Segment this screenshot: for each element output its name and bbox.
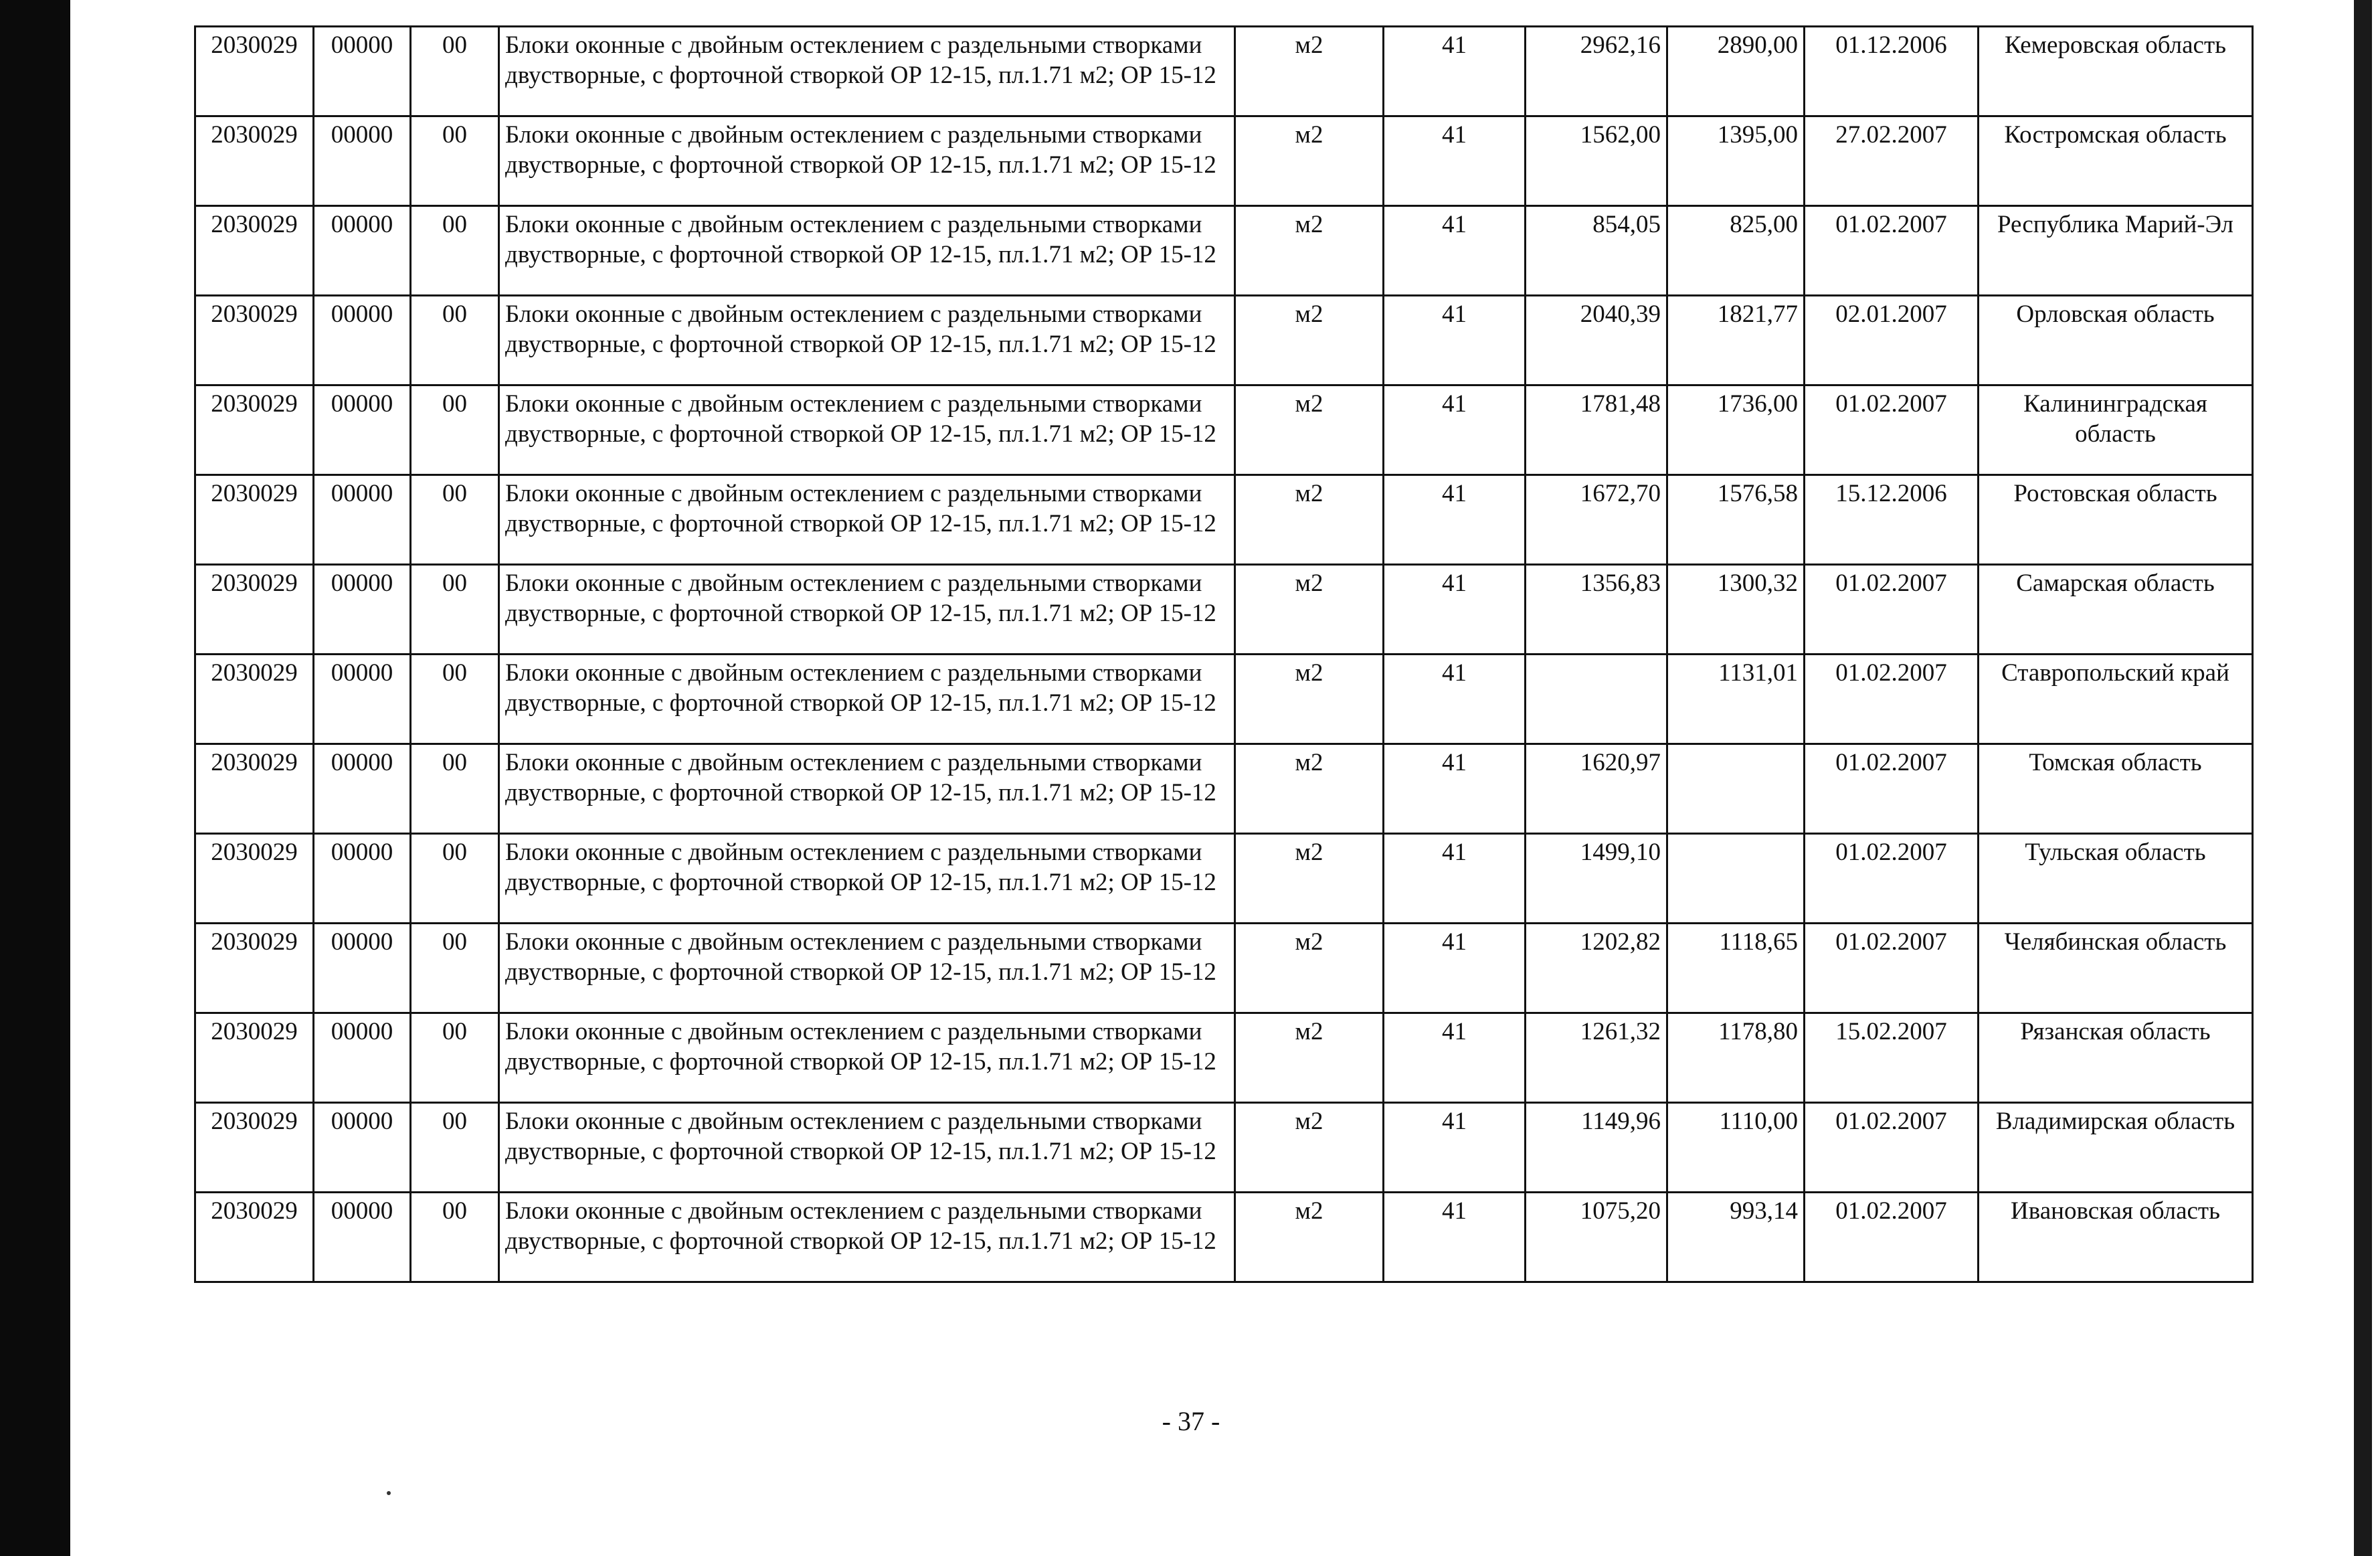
cell-sub: 00000 bbox=[314, 116, 411, 206]
cell-p1: 1499,10 bbox=[1526, 834, 1667, 924]
cell-unit: м2 bbox=[1235, 834, 1384, 924]
cell-qty: 41 bbox=[1384, 1193, 1526, 1282]
cell-region: Ивановская область bbox=[1979, 1193, 2253, 1282]
cell-date: 01.12.2006 bbox=[1805, 27, 1979, 116]
cell-region: Республика Марий-Эл bbox=[1979, 206, 2253, 296]
table-row bbox=[195, 655, 2253, 744]
cell-name: Блоки оконные с двойным остеклением с раздельными створками двустворные, с форточной створкой ОР 12-15, пл.1.71 м2; ОР 15-12 bbox=[499, 565, 1235, 655]
cell-name: Блоки оконные с двойным остеклением с раздельными створками двустворные, с форточной створкой ОР 12-15, пл.1.71 м2; ОР 15-12 bbox=[499, 655, 1235, 744]
cell-region: Владимирская область bbox=[1979, 1103, 2253, 1193]
cell-sub: 00000 bbox=[314, 385, 411, 475]
cell-region: Тульская область bbox=[1979, 834, 2253, 924]
cell-p1: 1075,20 bbox=[1526, 1193, 1667, 1282]
table-row bbox=[195, 1103, 2253, 1193]
cell-p1: 1261,32 bbox=[1526, 1013, 1667, 1103]
table-row bbox=[195, 206, 2253, 296]
table-row bbox=[195, 27, 2253, 116]
cell-p1: 2040,39 bbox=[1526, 296, 1667, 385]
cell-num: 00 bbox=[411, 1013, 499, 1103]
cell-date: 01.02.2007 bbox=[1805, 924, 1979, 1013]
cell-code: 2030029 bbox=[195, 206, 314, 296]
cell-name: Блоки оконные с двойным остеклением с раздельными створками двустворные, с форточной створкой ОР 12-15, пл.1.71 м2; ОР 15-12 bbox=[499, 206, 1235, 296]
cell-p2: 825,00 bbox=[1667, 206, 1805, 296]
cell-date: 01.02.2007 bbox=[1805, 385, 1979, 475]
cell-name: Блоки оконные с двойным остеклением с раздельными створками двустворные, с форточной створкой ОР 12-15, пл.1.71 м2; ОР 15-12 bbox=[499, 385, 1235, 475]
cell-name: Блоки оконные с двойным остеклением с раздельными створками двустворные, с форточной створкой ОР 12-15, пл.1.71 м2; ОР 15-12 bbox=[499, 834, 1235, 924]
cell-code: 2030029 bbox=[195, 1013, 314, 1103]
cell-unit: м2 bbox=[1235, 1013, 1384, 1103]
cell-name: Блоки оконные с двойным остеклением с раздельными створками двустворные, с форточной створкой ОР 12-15, пл.1.71 м2; ОР 15-12 bbox=[499, 27, 1235, 116]
cell-region: Кемеровская область bbox=[1979, 27, 2253, 116]
table-row bbox=[195, 1193, 2253, 1282]
cell-unit: м2 bbox=[1235, 27, 1384, 116]
cell-region: Калининградская область bbox=[1979, 385, 2253, 475]
table-row bbox=[195, 1013, 2253, 1103]
cell-num: 00 bbox=[411, 1103, 499, 1193]
cell-code: 2030029 bbox=[195, 296, 314, 385]
cell-name: Блоки оконные с двойным остеклением с раздельными створками двустворные, с форточной створкой ОР 12-15, пл.1.71 м2; ОР 15-12 bbox=[499, 296, 1235, 385]
cell-num: 00 bbox=[411, 206, 499, 296]
cell-sub: 00000 bbox=[314, 834, 411, 924]
page-number: - 37 - bbox=[1162, 1406, 1220, 1436]
scan-speck bbox=[387, 1491, 391, 1495]
cell-sub: 00000 bbox=[314, 1013, 411, 1103]
cell-p2: 1576,58 bbox=[1667, 475, 1805, 565]
cell-num: 00 bbox=[411, 924, 499, 1013]
cell-region: Ростовская область bbox=[1979, 475, 2253, 565]
cell-unit: м2 bbox=[1235, 206, 1384, 296]
cell-num: 00 bbox=[411, 27, 499, 116]
cell-sub: 00000 bbox=[314, 924, 411, 1013]
cell-region: Рязанская область bbox=[1979, 1013, 2253, 1103]
cell-qty: 41 bbox=[1384, 924, 1526, 1013]
cell-num: 00 bbox=[411, 296, 499, 385]
cell-code: 2030029 bbox=[195, 116, 314, 206]
cell-p2 bbox=[1667, 744, 1805, 834]
cell-date: 15.12.2006 bbox=[1805, 475, 1979, 565]
scan-edge-right bbox=[2354, 0, 2372, 1556]
cell-name: Блоки оконные с двойным остеклением с раздельными створками двустворные, с форточной створкой ОР 12-15, пл.1.71 м2; ОР 15-12 bbox=[499, 1013, 1235, 1103]
cell-p2: 1131,01 bbox=[1667, 655, 1805, 744]
cell-date: 01.02.2007 bbox=[1805, 1193, 1979, 1282]
cell-p2: 993,14 bbox=[1667, 1193, 1805, 1282]
cell-region: Челябинская область bbox=[1979, 924, 2253, 1013]
table-body bbox=[195, 27, 2253, 1282]
cell-code: 2030029 bbox=[195, 27, 314, 116]
cell-region: Костромская область bbox=[1979, 116, 2253, 206]
cell-date: 01.02.2007 bbox=[1805, 206, 1979, 296]
cell-sub: 00000 bbox=[314, 1103, 411, 1193]
cell-date: 27.02.2007 bbox=[1805, 116, 1979, 206]
cell-date: 02.01.2007 bbox=[1805, 296, 1979, 385]
cell-sub: 00000 bbox=[314, 296, 411, 385]
cell-p2: 1178,80 bbox=[1667, 1013, 1805, 1103]
cell-code: 2030029 bbox=[195, 1193, 314, 1282]
cell-unit: м2 bbox=[1235, 924, 1384, 1013]
cell-p1: 1149,96 bbox=[1526, 1103, 1667, 1193]
cell-name: Блоки оконные с двойным остеклением с раздельными створками двустворные, с форточной створкой ОР 12-15, пл.1.71 м2; ОР 15-12 bbox=[499, 1103, 1235, 1193]
cell-date: 01.02.2007 bbox=[1805, 744, 1979, 834]
cell-p1: 1672,70 bbox=[1526, 475, 1667, 565]
cell-name: Блоки оконные с двойным остеклением с раздельными створками двустворные, с форточной створкой ОР 12-15, пл.1.71 м2; ОР 15-12 bbox=[499, 744, 1235, 834]
cell-qty: 41 bbox=[1384, 1103, 1526, 1193]
cell-name: Блоки оконные с двойным остеклением с раздельными створками двустворные, с форточной створкой ОР 12-15, пл.1.71 м2; ОР 15-12 bbox=[499, 475, 1235, 565]
cell-num: 00 bbox=[411, 565, 499, 655]
price-table bbox=[194, 25, 2254, 1283]
cell-num: 00 bbox=[411, 1193, 499, 1282]
cell-code: 2030029 bbox=[195, 834, 314, 924]
cell-sub: 00000 bbox=[314, 655, 411, 744]
cell-sub: 00000 bbox=[314, 27, 411, 116]
cell-qty: 41 bbox=[1384, 565, 1526, 655]
cell-num: 00 bbox=[411, 655, 499, 744]
cell-p1: 1781,48 bbox=[1526, 385, 1667, 475]
cell-num: 00 bbox=[411, 744, 499, 834]
cell-num: 00 bbox=[411, 834, 499, 924]
table-row bbox=[195, 116, 2253, 206]
cell-unit: м2 bbox=[1235, 1103, 1384, 1193]
cell-region: Орловская область bbox=[1979, 296, 2253, 385]
cell-sub: 00000 bbox=[314, 744, 411, 834]
cell-num: 00 bbox=[411, 116, 499, 206]
cell-name: Блоки оконные с двойным остеклением с раздельными створками двустворные, с форточной створкой ОР 12-15, пл.1.71 м2; ОР 15-12 bbox=[499, 924, 1235, 1013]
cell-unit: м2 bbox=[1235, 116, 1384, 206]
cell-code: 2030029 bbox=[195, 565, 314, 655]
cell-num: 00 bbox=[411, 385, 499, 475]
cell-sub: 00000 bbox=[314, 1193, 411, 1282]
cell-qty: 41 bbox=[1384, 1013, 1526, 1103]
cell-p1: 1356,83 bbox=[1526, 565, 1667, 655]
cell-p1: 854,05 bbox=[1526, 206, 1667, 296]
cell-num: 00 bbox=[411, 475, 499, 565]
table-row bbox=[195, 924, 2253, 1013]
cell-p1 bbox=[1526, 655, 1667, 744]
cell-unit: м2 bbox=[1235, 655, 1384, 744]
cell-p2: 1110,00 bbox=[1667, 1103, 1805, 1193]
cell-qty: 41 bbox=[1384, 385, 1526, 475]
cell-code: 2030029 bbox=[195, 475, 314, 565]
cell-code: 2030029 bbox=[195, 1103, 314, 1193]
cell-qty: 41 bbox=[1384, 834, 1526, 924]
table-row bbox=[195, 385, 2253, 475]
cell-unit: м2 bbox=[1235, 565, 1384, 655]
cell-sub: 00000 bbox=[314, 206, 411, 296]
cell-date: 01.02.2007 bbox=[1805, 1103, 1979, 1193]
cell-unit: м2 bbox=[1235, 475, 1384, 565]
cell-name: Блоки оконные с двойным остеклением с раздельными створками двустворные, с форточной створкой ОР 12-15, пл.1.71 м2; ОР 15-12 bbox=[499, 116, 1235, 206]
cell-date: 01.02.2007 bbox=[1805, 565, 1979, 655]
cell-date: 01.02.2007 bbox=[1805, 834, 1979, 924]
cell-p1: 1620,97 bbox=[1526, 744, 1667, 834]
table-row bbox=[195, 744, 2253, 834]
cell-code: 2030029 bbox=[195, 924, 314, 1013]
cell-name: Блоки оконные с двойным остеклением с раздельными створками двустворные, с форточной створкой ОР 12-15, пл.1.71 м2; ОР 15-12 bbox=[499, 1193, 1235, 1282]
table-row bbox=[195, 296, 2253, 385]
cell-qty: 41 bbox=[1384, 744, 1526, 834]
cell-p1: 1202,82 bbox=[1526, 924, 1667, 1013]
table-row bbox=[195, 565, 2253, 655]
cell-qty: 41 bbox=[1384, 116, 1526, 206]
cell-p2: 1118,65 bbox=[1667, 924, 1805, 1013]
cell-code: 2030029 bbox=[195, 744, 314, 834]
cell-p2: 2890,00 bbox=[1667, 27, 1805, 116]
cell-qty: 41 bbox=[1384, 206, 1526, 296]
cell-unit: м2 bbox=[1235, 296, 1384, 385]
cell-region: Ставропольский край bbox=[1979, 655, 2253, 744]
cell-region: Томская область bbox=[1979, 744, 2253, 834]
cell-qty: 41 bbox=[1384, 27, 1526, 116]
cell-p2: 1821,77 bbox=[1667, 296, 1805, 385]
cell-p2: 1395,00 bbox=[1667, 116, 1805, 206]
cell-date: 15.02.2007 bbox=[1805, 1013, 1979, 1103]
cell-unit: м2 bbox=[1235, 385, 1384, 475]
cell-region: Самарская область bbox=[1979, 565, 2253, 655]
cell-p1: 1562,00 bbox=[1526, 116, 1667, 206]
cell-qty: 41 bbox=[1384, 655, 1526, 744]
cell-p1: 2962,16 bbox=[1526, 27, 1667, 116]
cell-p2: 1300,32 bbox=[1667, 565, 1805, 655]
table-row bbox=[195, 834, 2253, 924]
cell-unit: м2 bbox=[1235, 744, 1384, 834]
cell-unit: м2 bbox=[1235, 1193, 1384, 1282]
cell-qty: 41 bbox=[1384, 296, 1526, 385]
cell-p2: 1736,00 bbox=[1667, 385, 1805, 475]
cell-date: 01.02.2007 bbox=[1805, 655, 1979, 744]
cell-code: 2030029 bbox=[195, 385, 314, 475]
cell-sub: 00000 bbox=[314, 475, 411, 565]
cell-qty: 41 bbox=[1384, 475, 1526, 565]
cell-sub: 00000 bbox=[314, 565, 411, 655]
cell-code: 2030029 bbox=[195, 655, 314, 744]
scan-edge-left bbox=[0, 0, 70, 1556]
table-row bbox=[195, 475, 2253, 565]
cell-p2 bbox=[1667, 834, 1805, 924]
